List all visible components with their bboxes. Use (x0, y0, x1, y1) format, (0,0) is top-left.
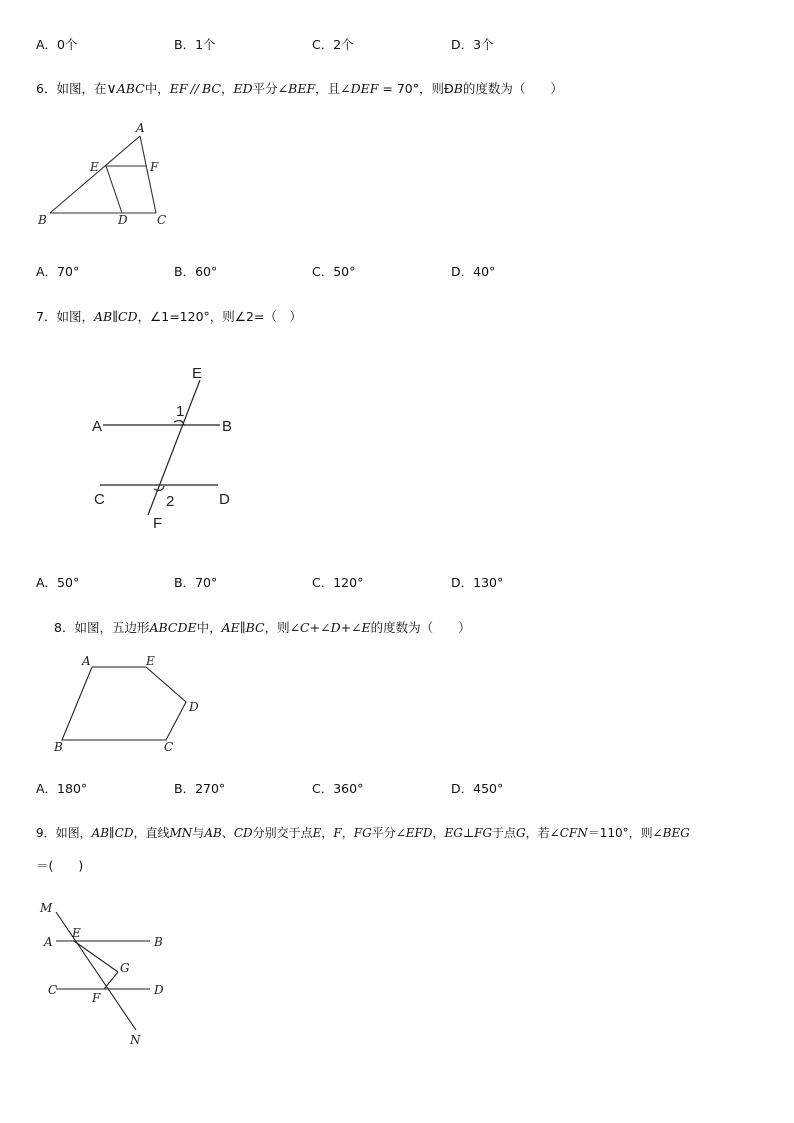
q9-e: E (312, 826, 322, 840)
q9-stem-line1 (36, 824, 690, 841)
q6-label-b: B (38, 213, 47, 227)
q6-triangle-symbol: ∨ (106, 81, 117, 97)
q6-label-a: A (136, 121, 145, 135)
q9-text: 平分 (371, 826, 396, 840)
q8-text: 的度数为（ ） (370, 620, 471, 635)
q8-label-e: E (146, 654, 155, 668)
q6-text: 6．如图，在 (36, 81, 107, 96)
q9-label-n: N (130, 1033, 141, 1047)
q8-option-c: C．360° (312, 781, 364, 796)
q8-text: ，则 (264, 620, 290, 635)
q9-fg: FG (353, 826, 372, 840)
q9-text: 9．如图， (36, 826, 92, 840)
q6-option-d: D．40° (451, 264, 496, 279)
q5-option-b: B．1个 (174, 37, 216, 52)
q6-option-c: C．50° (312, 264, 356, 279)
q6-label-d: D (118, 213, 128, 227)
q7-label-d: D (219, 491, 230, 508)
q6-angle-symbol: Ð (444, 81, 454, 96)
q9-text: 分别交于点 (252, 826, 313, 840)
q9-label-e: E (72, 926, 81, 940)
q9-mn: MN (169, 826, 193, 840)
q6-text: 的度数为（ ） (462, 81, 563, 96)
q9-text: 与 (192, 826, 205, 840)
q6-figure (36, 120, 176, 230)
q6-ed: ED (233, 81, 253, 96)
q9-label-g: G (120, 961, 130, 975)
q7-ab-cd: AB∥CD (93, 309, 138, 324)
q6-text: 平分 (252, 81, 278, 96)
q8-figure (50, 650, 210, 755)
q9-text: ，若 (525, 826, 550, 840)
q7-label-b: B (222, 418, 233, 435)
q6-option-b: B．60° (174, 264, 218, 279)
q9-ab: AB (204, 826, 222, 840)
q7-text: ，∠1=120°，则∠2=（ ） (137, 309, 302, 324)
q6-text: ，且 (315, 81, 341, 96)
q9-text: ＝110°，则 (587, 826, 653, 840)
q6-option-a: A．70° (36, 264, 80, 279)
q9-g: G (516, 826, 526, 840)
q8-ae-bc: AE∥BC (221, 620, 265, 635)
q9-label-a: A (44, 935, 53, 949)
q6-value: = 70° (378, 81, 420, 96)
q7-option-b: B．70° (174, 575, 218, 590)
q9-text: ， (432, 826, 445, 840)
q8-label-b: B (54, 740, 63, 754)
q7-label-1: 1 (176, 403, 185, 420)
q6-stem (36, 79, 563, 97)
q9-label-c: C (48, 983, 58, 997)
q8-text: 8．如图，五边形 (54, 620, 150, 635)
q9-text: ，直线 (133, 826, 170, 840)
q9-f: F (333, 826, 342, 840)
q9-label-d: D (154, 983, 164, 997)
q9-label-b: B (154, 935, 163, 949)
q6-bc: BC (201, 81, 221, 96)
q8-label-d: D (189, 700, 199, 714)
q6-angle-bef: ∠BEF (277, 81, 316, 96)
q6-parallel: // (190, 81, 199, 96)
q5-option-a: A．0个 (36, 37, 78, 52)
q6-abc: ABC (116, 81, 145, 96)
q8-text: 中， (196, 620, 222, 635)
q8-option-a: A．180° (36, 781, 88, 796)
q9-label-f: F (92, 991, 101, 1005)
q6-label-e: E (90, 160, 99, 174)
q8-abcde: ABCDE (149, 620, 197, 635)
q9-eg-fg: EG⊥FG (444, 826, 493, 840)
q7-figure (90, 362, 250, 532)
q7-label-a: A (92, 418, 103, 435)
q8-option-b: B．270° (174, 781, 226, 796)
q6-ef: EF (169, 81, 188, 96)
q8-option-d: D．450° (451, 781, 504, 796)
q5-option-c: C．2个 (312, 37, 354, 52)
q8-stem (54, 618, 471, 636)
q7-option-d: D．130° (451, 575, 504, 590)
q7-label-2: 2 (166, 493, 175, 510)
q9-text: 、 (221, 826, 234, 840)
q7-option-c: C．120° (312, 575, 364, 590)
q5-option-d: D．3个 (451, 37, 494, 52)
q7-label-f: F (153, 515, 163, 532)
q7-stem (36, 307, 302, 325)
q6-text: ， (220, 81, 234, 96)
q6-b: B (453, 81, 463, 96)
q9-stem-line2: ＝( ) (36, 858, 84, 873)
q6-label-f: F (150, 160, 159, 174)
q9-text: 于点 (492, 826, 517, 840)
q9-angle-efd: ∠EFD (395, 826, 433, 840)
q9-figure (38, 900, 188, 1050)
q6-angle-def: ∠DEF (340, 81, 379, 96)
q8-angles: ∠C+∠D+∠E (289, 620, 371, 635)
q7-option-a: A．50° (36, 575, 80, 590)
q7-text: 7．如图， (36, 309, 94, 324)
q9-angle-beg: ∠BEG (652, 826, 690, 840)
q9-text: ， (321, 826, 334, 840)
q8-label-a: A (82, 654, 91, 668)
q7-label-e: E (192, 365, 203, 382)
q9-text: ， (341, 826, 354, 840)
q9-cd: CD (233, 826, 253, 840)
q6-text: 中， (144, 81, 170, 96)
q9-ab-cd: AB∥CD (91, 826, 134, 840)
q7-label-c: C (94, 491, 105, 508)
q6-label-c: C (157, 213, 167, 227)
q8-label-c: C (164, 740, 174, 754)
q6-text: ，则 (419, 81, 445, 96)
q9-label-m: M (40, 901, 53, 915)
q9-angle-cfn: ∠CFN (549, 826, 588, 840)
